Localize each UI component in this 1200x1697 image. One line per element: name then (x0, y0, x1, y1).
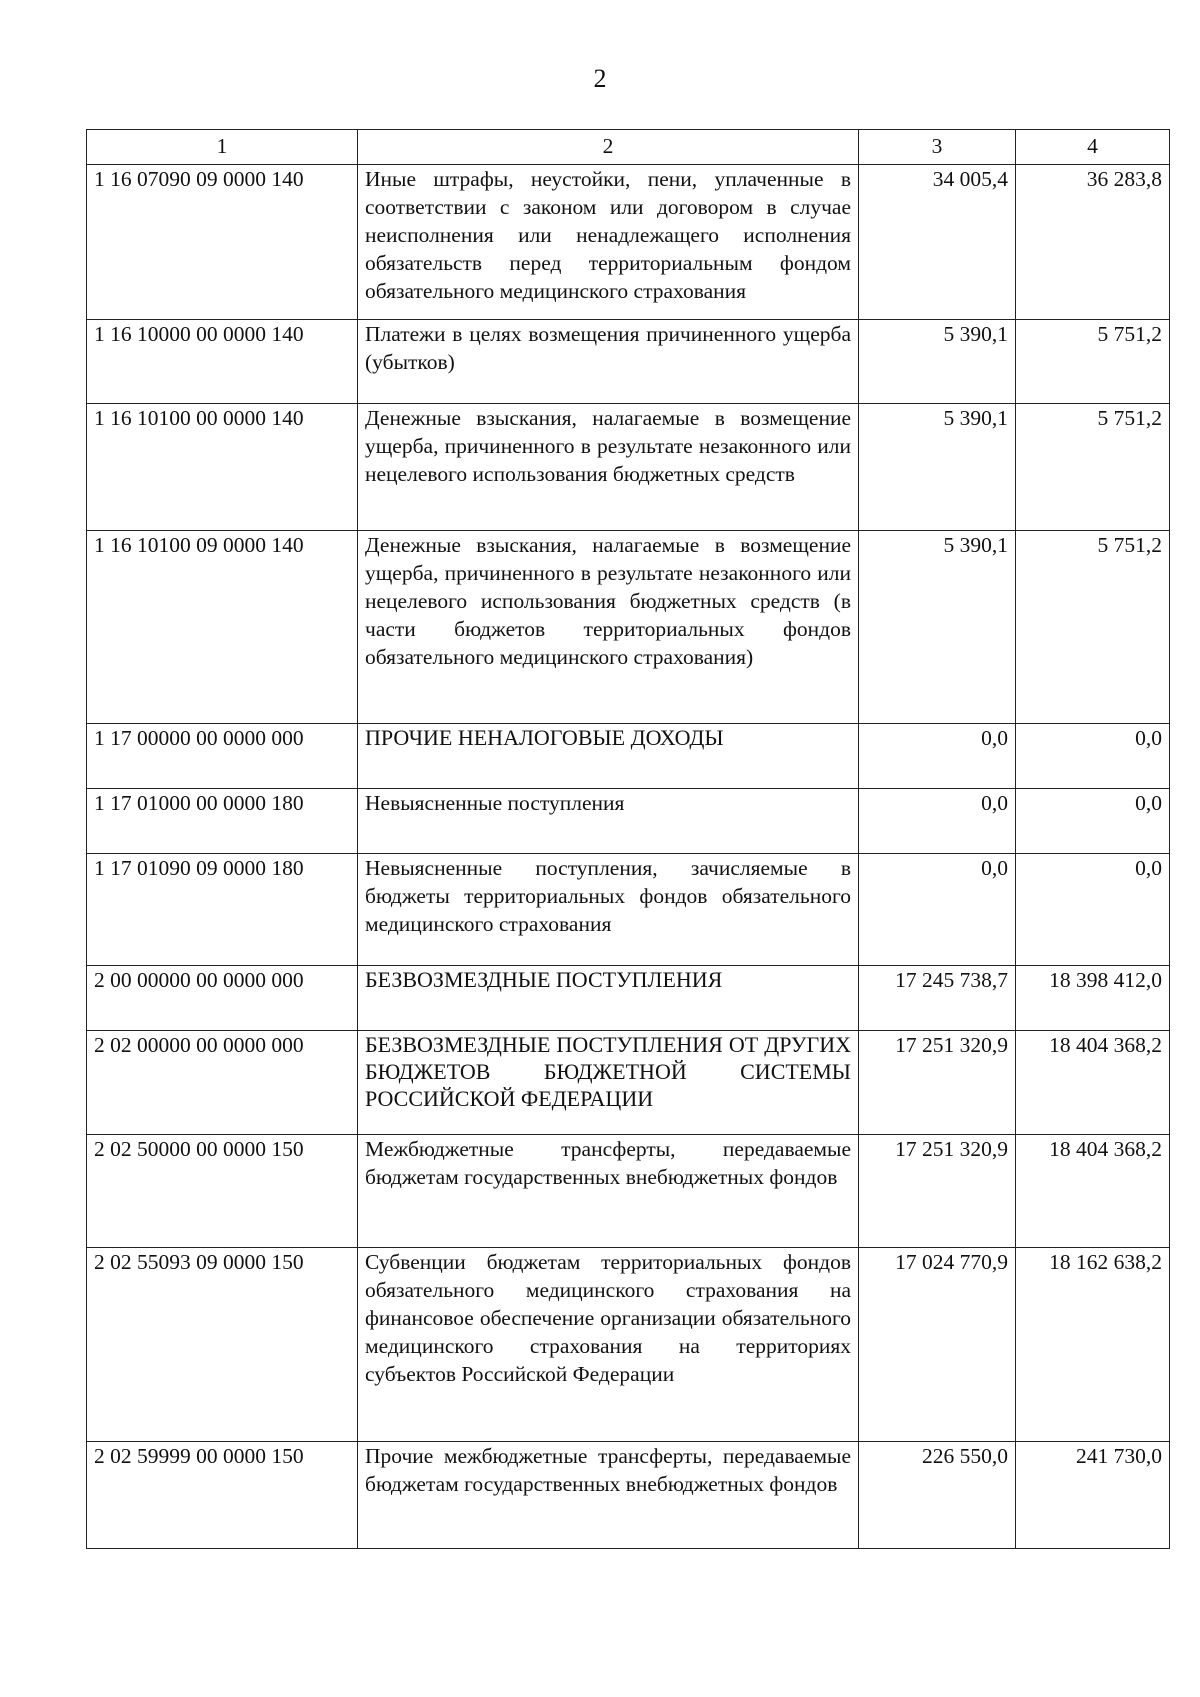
table-row (87, 404, 1170, 531)
item-name: Денежные взыскания, налагаемые в возмещение ущерба, причиненного в результате незаконного или нецелевого использования бюджетных средств (358, 404, 859, 531)
value-col3: 5 390,1 (859, 531, 1016, 724)
table-row (87, 724, 1170, 789)
budget-code: 1 16 10100 09 0000 140 (87, 531, 358, 724)
budget-code: 2 02 59999 00 0000 150 (87, 1442, 358, 1549)
item-name: Денежные взыскания, налагаемые в возмещение ущерба, причиненного в результате незаконного или нецелевого использования бюджетных средств (в части бюджетов территориальных фондов обязательного медицинского страхования) (358, 531, 859, 724)
budget-code: 1 17 01090 09 0000 180 (87, 854, 358, 966)
value-col3: 226 550,0 (859, 1442, 1016, 1549)
item-name: Невыясненные поступления (358, 789, 859, 854)
table-row (87, 320, 1170, 404)
value-col4: 18 398 412,0 (1016, 966, 1170, 1031)
table-header-row (87, 130, 1170, 165)
table-row (87, 1135, 1170, 1248)
value-col3: 17 024 770,9 (859, 1248, 1016, 1442)
item-name: БЕЗВОЗМЕЗДНЫЕ ПОСТУПЛЕНИЯ ОТ ДРУГИХ БЮДЖЕТОВ БЮДЖЕТНОЙ СИСТЕМЫ РОССИЙСКОЙ ФЕДЕРАЦИИ (358, 1031, 859, 1135)
table-row (87, 1031, 1170, 1135)
budget-code: 2 02 50000 00 0000 150 (87, 1135, 358, 1248)
budget-table (86, 129, 1170, 1549)
value-col4: 36 283,8 (1016, 165, 1170, 320)
value-col4: 5 751,2 (1016, 320, 1170, 404)
budget-code: 1 16 10000 00 0000 140 (87, 320, 358, 404)
item-name: ПРОЧИЕ НЕНАЛОГОВЫЕ ДОХОДЫ (358, 724, 859, 789)
item-name: Иные штрафы, неустойки, пени, уплаченные в соответствии с законом или договором в случае неисполнения или ненадлежащего исполнения обязательств перед территориальным фондом обязательного медицинского страхования (358, 165, 859, 320)
table-row (87, 1248, 1170, 1442)
table-row (87, 165, 1170, 320)
value-col4: 5 751,2 (1016, 531, 1170, 724)
value-col3: 34 005,4 (859, 165, 1016, 320)
table-row (87, 854, 1170, 966)
budget-code: 2 00 00000 00 0000 000 (87, 966, 358, 1031)
item-name: Невыясненные поступления, зачисляемые в бюджеты территориальных фондов обязательного медицинского страхования (358, 854, 859, 966)
value-col4: 0,0 (1016, 789, 1170, 854)
table-row (87, 966, 1170, 1031)
table-row (87, 531, 1170, 724)
item-name: Межбюджетные трансферты, передаваемые бюджетам государственных внебюджетных фондов (358, 1135, 859, 1248)
page-number: 2 (593, 64, 607, 93)
value-col4: 18 404 368,2 (1016, 1135, 1170, 1248)
table-row (87, 789, 1170, 854)
value-col4: 241 730,0 (1016, 1442, 1170, 1549)
value-col4: 5 751,2 (1016, 404, 1170, 531)
value-col3: 17 251 320,9 (859, 1135, 1016, 1248)
table-row (87, 1442, 1170, 1549)
value-col3: 5 390,1 (859, 320, 1016, 404)
value-col3: 17 245 738,7 (859, 966, 1016, 1031)
value-col3: 0,0 (859, 854, 1016, 966)
value-col4: 0,0 (1016, 854, 1170, 966)
value-col4: 0,0 (1016, 724, 1170, 789)
budget-code: 1 17 00000 00 0000 000 (87, 724, 358, 789)
column-header-4: 4 (1016, 130, 1170, 165)
budget-code: 1 17 01000 00 0000 180 (87, 789, 358, 854)
item-name: Платежи в целях возмещения причиненного ущерба (убытков) (358, 320, 859, 404)
item-name: БЕЗВОЗМЕЗДНЫЕ ПОСТУПЛЕНИЯ (358, 966, 859, 1031)
item-name: Прочие межбюджетные трансферты, передаваемые бюджетам государственных внебюджетных фондов (358, 1442, 859, 1549)
value-col3: 5 390,1 (859, 404, 1016, 531)
value-col3: 0,0 (859, 724, 1016, 789)
value-col4: 18 404 368,2 (1016, 1031, 1170, 1135)
budget-code: 1 16 10100 00 0000 140 (87, 404, 358, 531)
budget-code: 2 02 00000 00 0000 000 (87, 1031, 358, 1135)
column-header-2: 2 (358, 130, 859, 165)
value-col4: 18 162 638,2 (1016, 1248, 1170, 1442)
budget-code: 1 16 07090 09 0000 140 (87, 165, 358, 320)
value-col3: 17 251 320,9 (859, 1031, 1016, 1135)
budget-code: 2 02 55093 09 0000 150 (87, 1248, 358, 1442)
column-header-3: 3 (859, 130, 1016, 165)
item-name: Субвенции бюджетам территориальных фондов обязательного медицинского страхования на финансовое обеспечение организации обязательного медицинского страхования на территориях субъектов Российской Федерации (358, 1248, 859, 1442)
value-col3: 0,0 (859, 789, 1016, 854)
column-header-1: 1 (87, 130, 358, 165)
